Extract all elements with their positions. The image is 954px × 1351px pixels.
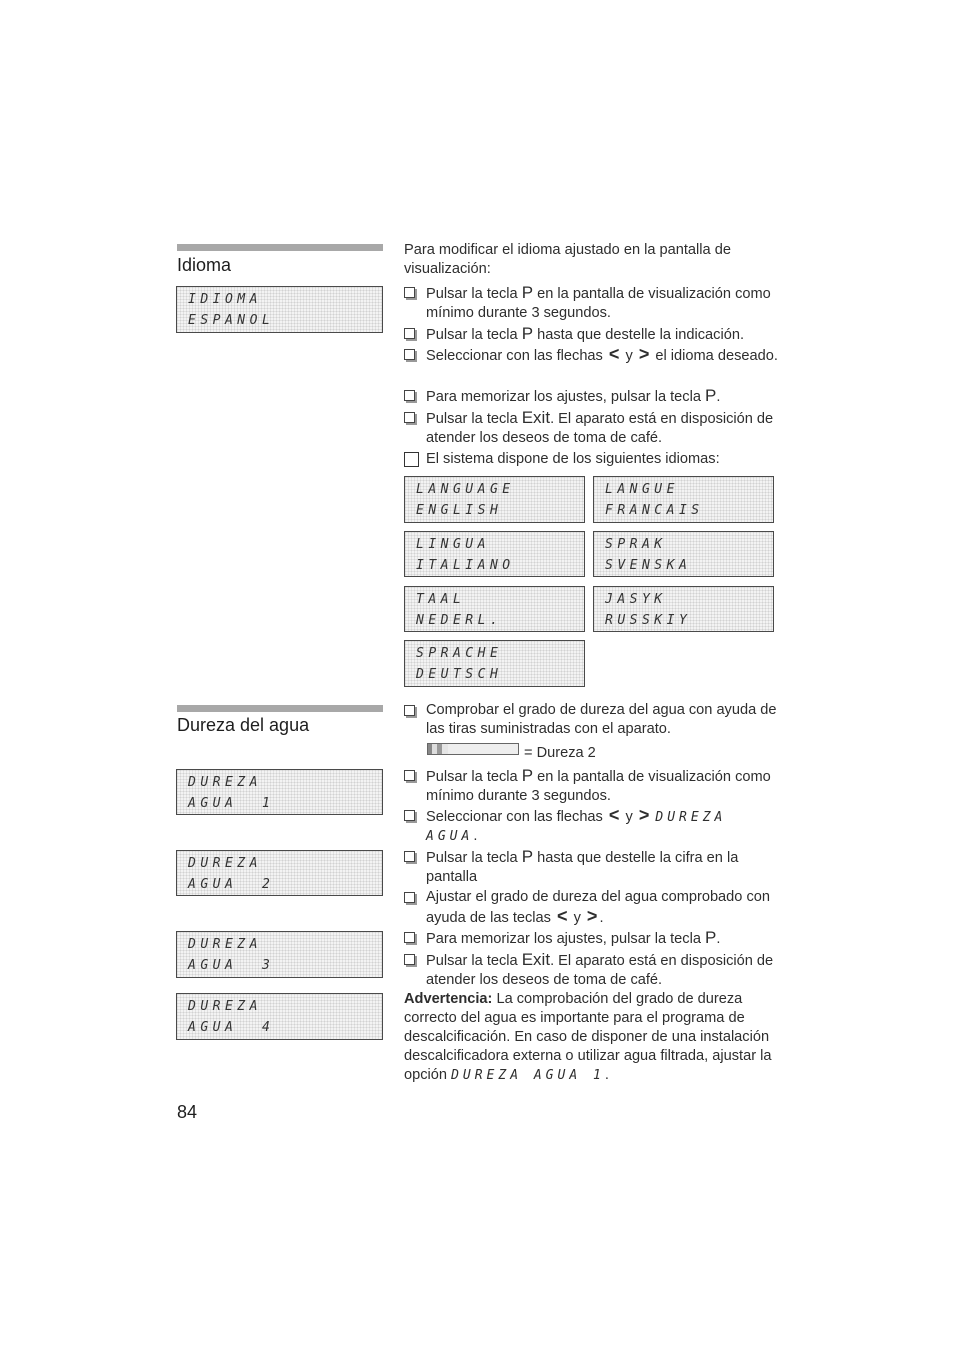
lcd-line: DUREZA [188,856,262,871]
section-rule-dureza [177,705,383,712]
section-rule-idioma [177,244,383,251]
lcd-line: NEDERL. [416,613,503,628]
lcd-language-dutch [404,586,585,632]
lcd-line: LANGUE [605,482,679,497]
lcd-line: SPRAK [605,537,667,552]
lcd-line: DUREZA [188,775,262,790]
list-item: Para memorizar los ajustes, pulsar la tecla P. [404,928,784,949]
lcd-line: DUREZA [188,999,262,1014]
checkbox-icon [404,770,415,781]
checkbox-icon [404,932,415,943]
checkbox-icon [404,287,415,298]
checkbox-icon [404,328,415,339]
checkbox-icon [404,412,415,423]
strip-label: = Dureza 2 [524,745,596,761]
lcd-line: ENGLISH [416,503,503,518]
lcd-line: ESPANOL [188,313,275,328]
warning-paragraph: Advertencia: La comprobación del grado de dureza correcto del agua es importante para el programa de descalcificación. En caso de disponer de una instalación descalcificadora externa o utilizar agua filtrada, ajustar la opción DUREZA AGUA 1. [404,991,772,1083]
checkbox-icon [404,892,415,903]
lcd-language-swedish [593,531,774,577]
lcd-line: IDIOMA [188,292,262,307]
page-number: 84 [177,1102,198,1122]
lcd-line: AGUA 3 [188,958,275,973]
checkbox-icon [404,810,415,821]
lcd-idioma [176,286,383,333]
lcd-line: LANGUAGE [416,482,515,497]
lcd-dureza-2 [176,850,383,896]
lcd-line: LINGUA [416,537,490,552]
list-item: Seleccionar con las flechas < y > el idioma deseado. [404,345,784,366]
list-item: Pulsar la tecla Exit. El aparato está en disposición de atender los deseos de toma de café. [404,408,784,448]
lcd-language-german [404,640,585,687]
lcd-line: SPRACHE [416,646,503,661]
lcd-line: DEUTSCH [416,667,503,682]
checkbox-icon [404,390,415,401]
list-item: Seleccionar con las flechas < y > DUREZA AGUA. [404,806,784,846]
intro-text: Para modificar el idioma ajustado en la pantalla de visualización: [404,242,731,277]
lcd-line: SVENSKA [605,558,692,573]
list-item: Comprobar el grado de dureza del agua con ayuda de las tiras suministradas con el aparato. [404,701,784,739]
heading-idioma: Idioma [177,255,232,275]
checkbox-icon [404,349,415,360]
lcd-line: JASYK [605,592,667,607]
list-item: Ajustar el grado de dureza del agua comprobado con ayuda de las teclas < y > . [404,888,784,928]
heading-dureza: Dureza del agua [177,715,310,735]
lcd-line: ITALIANO [416,558,515,573]
list-item: Pulsar la tecla P en la pantalla de visualización como mínimo durante 3 segundos. [404,283,784,323]
lcd-line: TAAL [416,592,466,607]
lcd-line: AGUA 4 [188,1020,275,1035]
lcd-line: RUSSKIY [605,613,692,628]
lcd-line: AGUA 2 [188,877,275,892]
test-strip-icon [427,743,519,755]
checkbox-icon [404,954,415,965]
list-item: Pulsar la tecla P hasta que destelle la cifra en la pantalla [404,847,784,887]
lcd-language-russian [593,586,774,632]
lcd-dureza-3 [176,931,383,978]
lcd-language-french [593,476,774,523]
warning-label: Advertencia: [404,991,493,1007]
list-item: Pulsar la tecla P hasta que destelle la indicación. [404,324,784,345]
lcd-language-italian [404,531,585,577]
checkbox-icon [404,705,415,716]
note-item: El sistema dispone de los siguientes idiomas: [404,450,784,469]
list-item: Para memorizar los ajustes, pulsar la tecla P. [404,386,784,407]
list-item: Pulsar la tecla Exit. El aparato está en disposición de atender los deseos de toma de café. [404,950,784,990]
checkbox-icon [404,851,415,862]
lcd-line: FRANCAIS [605,503,704,518]
lcd-line: DUREZA [188,937,262,952]
lcd-language-english [404,476,585,523]
lcd-dureza-1 [176,769,383,815]
lcd-line: AGUA 1 [188,796,275,811]
square-icon [404,452,419,467]
list-item: Pulsar la tecla P en la pantalla de visualización como mínimo durante 3 segundos. [404,766,784,806]
lcd-dureza-4 [176,993,383,1040]
